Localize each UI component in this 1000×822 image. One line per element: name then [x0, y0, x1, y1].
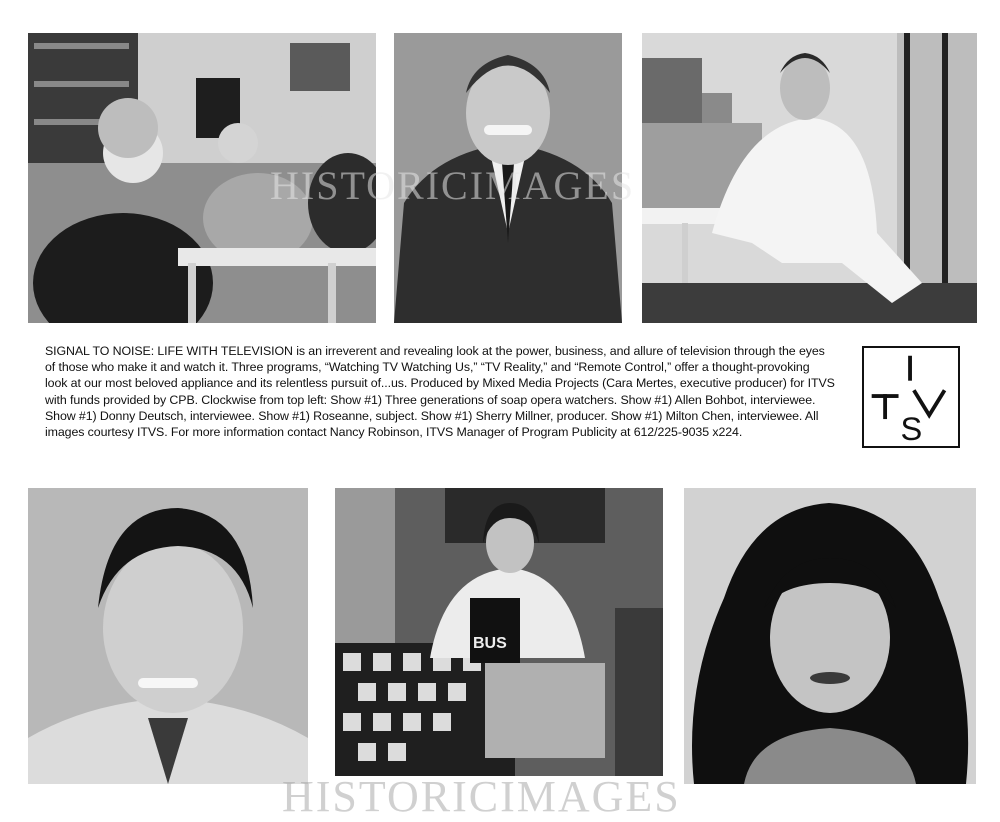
photo-milton-chen [28, 488, 308, 784]
svg-text:S: S [900, 410, 923, 446]
shirt-text: BUS [473, 635, 507, 652]
photo-sherry-millner [684, 488, 976, 784]
photo-roseanne-living-room [335, 488, 663, 776]
itvs-logo [862, 346, 960, 448]
watermark-top: HISTORICIMAGES [270, 163, 636, 208]
photo-soap-opera-watchers [28, 33, 376, 323]
watermark-bottom: HISTORICIMAGES [282, 772, 681, 821]
caption-text: SIGNAL TO NOISE: LIFE WITH TELEVISION is an irreverent and revealing look at the power, business, and allure of television through the eyes of those who make it and watch it. Three programs, “Watching TV Watching Us,” “TV Reality,” and “Remote Control,” offer a thought-provoking look at our most beloved appliance and its relentless pursuit of...us. Produced by Mixed Media Projects (Cara Mertes, executive producer) for ITVS with funds provided by CPB. Clockwise from top left: Show #1) Three generations of soap opera watchers. Show #1) Allen Bohbot, interviewee. Show #1) Donny Deutsch, interviewee. Show #1) Roseanne, subject. Show #1) Sherry Millner, producer. Show #1) Milton Chen, interviewee. All images courtesy ITVS. For more information contact Nancy Robinson, ITVS Manager of Program Publicity at 612/225-9035 x224. [45, 344, 835, 440]
photo-donny-deutsch [642, 33, 977, 323]
photo-allen-bohbot [394, 33, 622, 323]
